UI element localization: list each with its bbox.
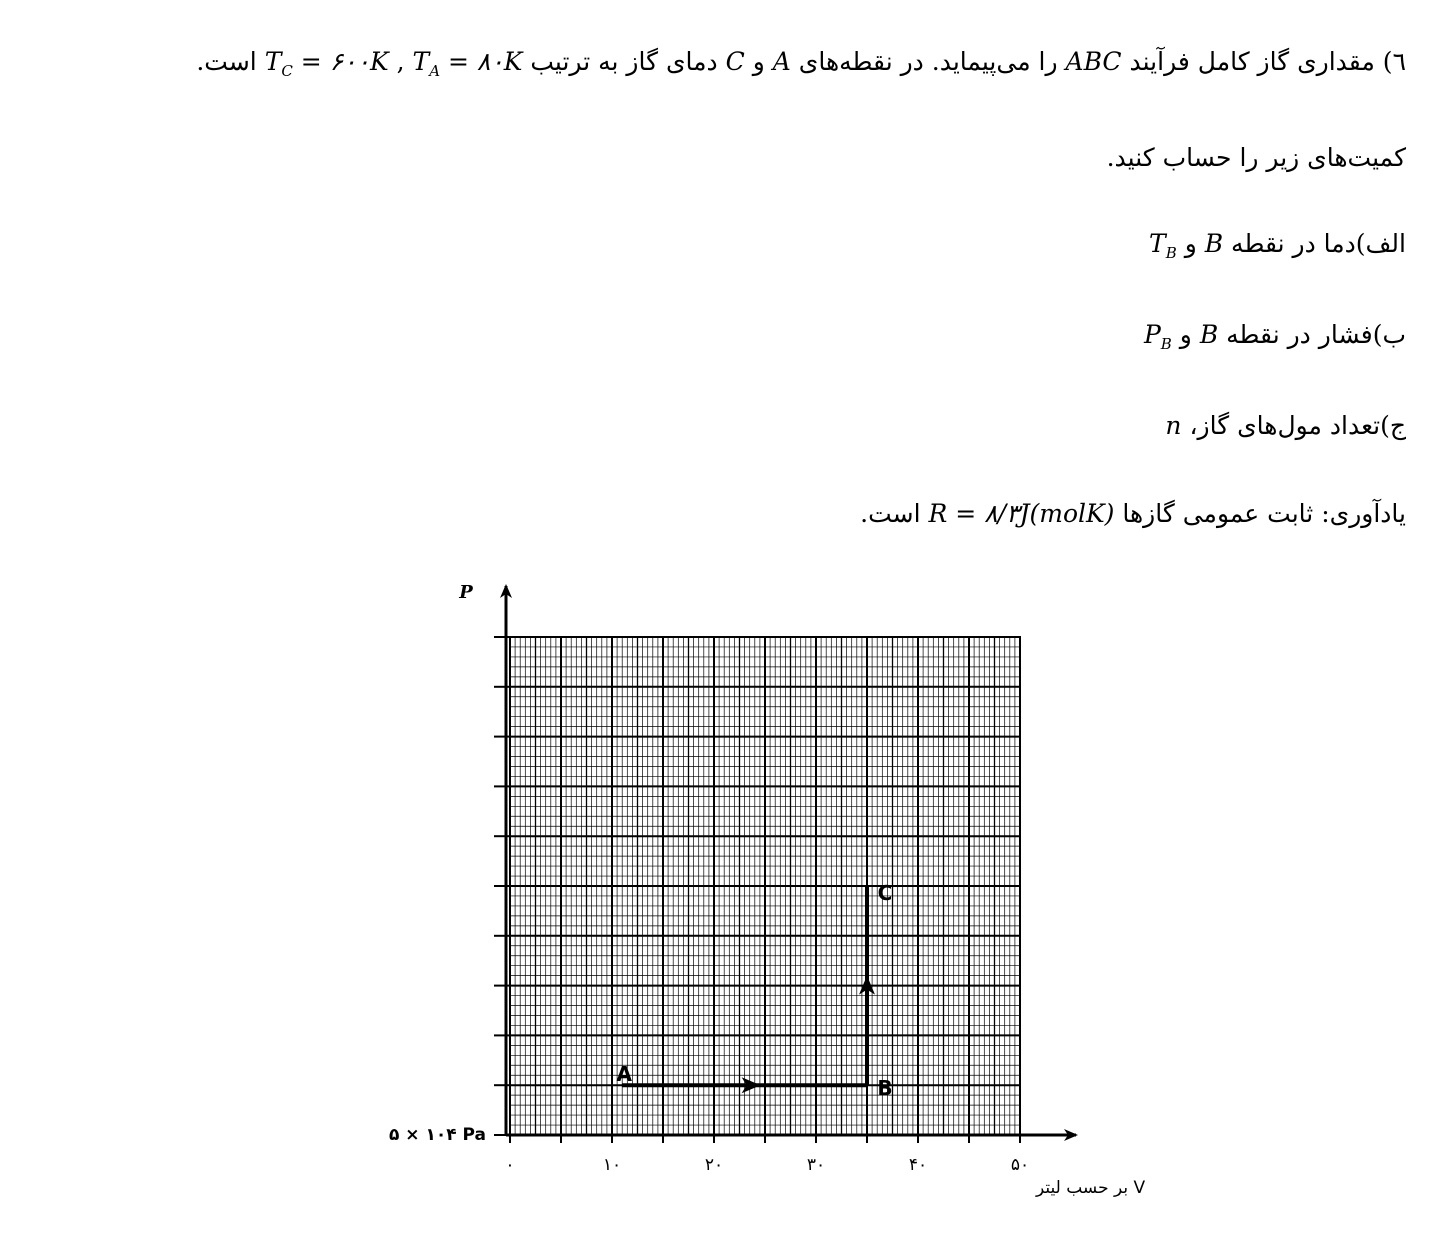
part-b-label: ب)فشار در نقطه	[1226, 320, 1406, 349]
temp-c: $T_C$ = ۶۰۰K	[264, 47, 389, 80]
part-c-symbol: n	[1165, 411, 1182, 440]
question-number: ٦)	[1382, 47, 1406, 76]
question-line-2: کمیت‌های زیر را حساب کنید.	[1106, 143, 1406, 172]
conjunction: و	[752, 47, 765, 76]
part-b-point: B	[1199, 320, 1219, 349]
graph-paper-grid	[510, 637, 1020, 1135]
part-b-symbol: $P_B$	[1143, 320, 1172, 353]
point-label-c: C	[877, 881, 893, 905]
question-line-1: ٦) مقداری گاز کامل فرآیند ABC را می‌پیماید. در نقطه‌های A و C دمای گاز به ترتیب $T_A$ = ۸۰K , $T_C$ = ۶۰۰K است.	[196, 44, 1406, 89]
point-label-a: A	[616, 1062, 632, 1087]
point-a-label: A	[772, 47, 791, 76]
question-text-3: دمای گاز به ترتیب	[530, 47, 718, 76]
part-a-conj: و	[1184, 229, 1197, 258]
question-end: است.	[196, 47, 257, 76]
reminder-end: است.	[860, 499, 921, 528]
x-tick-label: ۵۰	[1010, 1155, 1030, 1175]
x-tick-label: ۱۰	[602, 1155, 622, 1175]
axis-labels	[389, 582, 1146, 1198]
x-tick-label: ۰	[505, 1155, 515, 1175]
question-text-1: مقداری گاز کامل فرآیند	[1129, 47, 1375, 76]
point-label-b: B	[877, 1076, 893, 1101]
process-name: ABC	[1065, 47, 1122, 76]
x-tick-label: ۳۰	[806, 1155, 826, 1175]
point-c-label: C	[725, 47, 745, 76]
x-axis-label: V بر حسب لیتر	[1036, 1178, 1146, 1198]
part-b-conj: و	[1179, 320, 1192, 349]
x-tick-label: ۴۰	[908, 1155, 928, 1175]
part-a-label: الف)دما در نقطه	[1231, 229, 1406, 258]
question-text-2: را می‌پیماید. در نقطه‌های	[798, 47, 1058, 76]
part-c-label: ج)تعداد مول‌های گاز،	[1189, 411, 1406, 440]
reminder-text: یادآوری: ثابت عمومی گازها	[1122, 499, 1406, 528]
x-tick-label: ۲۰	[704, 1155, 724, 1175]
y-axis-label: P	[459, 582, 473, 603]
part-a-symbol: $T_B$	[1149, 229, 1177, 262]
part-a-point: B	[1204, 229, 1224, 258]
temp-a: $T_A$ = ۸۰K	[412, 47, 523, 80]
y-unit-label: ۵ × ۱۰۴ Pa	[389, 1125, 486, 1145]
gas-constant-formula: R = ۸/۳J(molK)	[928, 499, 1115, 528]
